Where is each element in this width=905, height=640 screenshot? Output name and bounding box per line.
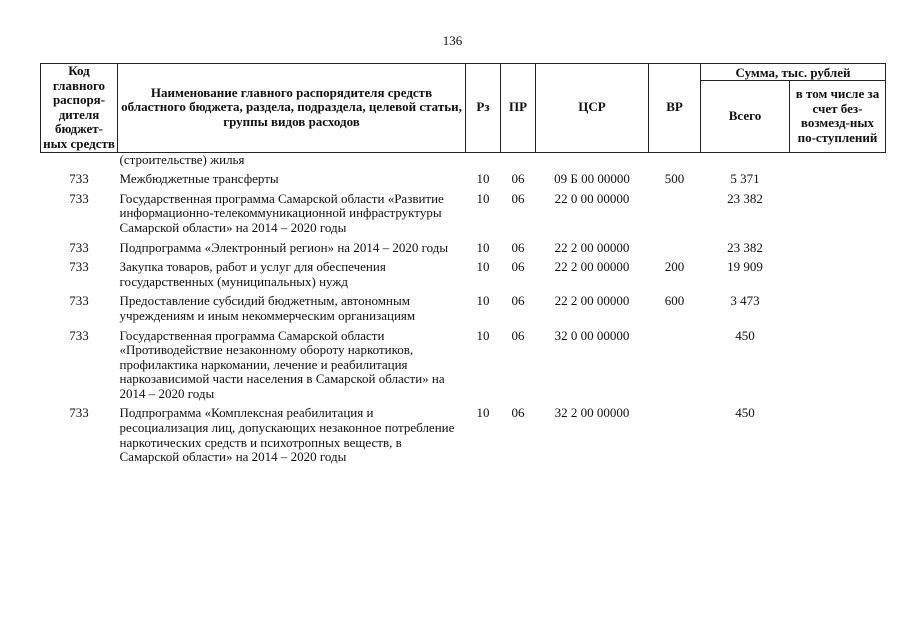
table-body	[41, 152, 886, 470]
cell-csr: 32 2 00 00000	[554, 405, 630, 421]
cell-rz: 10	[476, 239, 490, 255]
cell-name: Подпрограмма «Комплексная реабилитация и ресоциализация лиц, допускающих незаконное потребление наркотических средств и психотропных веществ, в Самарской области» на 2014 – 2020 годы	[119, 405, 455, 465]
table-row	[41, 241, 886, 261]
continuation-text: (строительстве) жилья	[119, 151, 245, 167]
cell-split	[790, 260, 886, 294]
cell-name: Государственная программа Самарской области «Развитие информационно-телекоммуникационной инфраструктуры Самарской области» на 2014 – 2020 годы	[119, 190, 444, 235]
header-name: Наименование главного распорядителя средств областного бюджета, раздела, подраздела, целевой статьи, группы видов расходов	[118, 64, 466, 153]
cell-split	[790, 329, 886, 407]
cell-pr: 06	[511, 171, 525, 187]
cell-csr: 32 0 00 00000	[554, 327, 630, 343]
cell-pr: 06	[511, 190, 525, 206]
cell-total: 23 382	[727, 190, 763, 206]
cell-csr: 22 2 00 00000	[554, 293, 630, 309]
cell-split	[790, 294, 886, 328]
cell-total: 450	[735, 405, 755, 421]
cell-rz: 10	[476, 327, 490, 343]
header-split: в том числе за счет без-возмезд-ных по-ступлений	[790, 81, 886, 153]
cell-vr	[649, 192, 701, 241]
cell-code: 733	[69, 239, 89, 255]
cell-pr: 06	[511, 405, 525, 421]
cell-name: Подпрограмма «Электронный регион» на 2014 – 2020 годы	[119, 239, 449, 255]
continuation-row	[41, 152, 886, 172]
table-row	[41, 260, 886, 294]
cell-pr: 06	[511, 239, 525, 255]
cell-split	[790, 241, 886, 261]
header-pr: ПР	[501, 64, 536, 153]
cell-vr: 200	[664, 259, 685, 275]
cell-csr: 22 2 00 00000	[554, 259, 630, 275]
cell-rz: 10	[476, 171, 490, 187]
budget-table	[40, 63, 886, 470]
cell-split	[790, 172, 886, 192]
cell-vr	[649, 406, 701, 469]
table-row	[41, 172, 886, 192]
cell-rz: 10	[476, 190, 490, 206]
cell-total: 3 473	[730, 293, 760, 309]
cell-vr: 600	[664, 293, 685, 309]
cell-code: 733	[69, 327, 89, 343]
header-csr: ЦСР	[536, 64, 649, 153]
page-number: 136	[442, 33, 463, 48]
cell-pr: 06	[511, 293, 525, 309]
cell-split	[790, 406, 886, 469]
cell-name: Межбюджетные трансферты	[119, 171, 279, 187]
cell-total: 5 371	[730, 171, 760, 187]
cell-code: 733	[69, 259, 89, 275]
table-row	[41, 294, 886, 328]
table-row	[41, 192, 886, 241]
header-vr: ВР	[649, 64, 701, 153]
cell-code: 733	[69, 293, 89, 309]
header-total: Всего	[701, 81, 790, 153]
cell-csr: 09 Б 00 00000	[554, 171, 630, 187]
cell-pr: 06	[511, 259, 525, 275]
cell-vr	[649, 329, 701, 407]
cell-code: 733	[69, 171, 89, 187]
cell-code: 733	[69, 405, 89, 421]
header-rz: Рз	[466, 64, 501, 153]
cell-total: 23 382	[727, 239, 763, 255]
cell-rz: 10	[476, 293, 490, 309]
header-code: Код главного распоря-дителя бюджет-ных средств	[41, 64, 118, 153]
cell-code: 733	[69, 190, 89, 206]
cell-split	[790, 192, 886, 241]
cell-vr	[649, 241, 701, 261]
cell-csr: 22 2 00 00000	[554, 239, 630, 255]
cell-name: Предоставление субсидий бюджетным, автономным учреждениям и иным некоммерческим организациям	[119, 293, 416, 323]
header-summa: Сумма, тыс. рублей	[701, 64, 886, 81]
cell-name: Закупка товаров, работ и услуг для обеспечения государственных (муниципальных) нужд	[119, 259, 386, 289]
cell-vr: 500	[664, 171, 685, 187]
cell-pr: 06	[511, 327, 525, 343]
table-row	[41, 406, 886, 469]
cell-total: 19 909	[727, 259, 763, 275]
cell-rz: 10	[476, 405, 490, 421]
cell-total: 450	[735, 327, 755, 343]
cell-name: Государственная программа Самарской области «Противодействие незаконному обороту наркотиков, профилактика наркомании, лечение и реабилитация наркозависимой части населения в Самарской области» на 2014 – 2020 годы	[119, 327, 445, 401]
cell-csr: 22 0 00 00000	[554, 190, 630, 206]
cell-rz: 10	[476, 259, 490, 275]
table-header	[41, 64, 886, 153]
table-row	[41, 329, 886, 407]
